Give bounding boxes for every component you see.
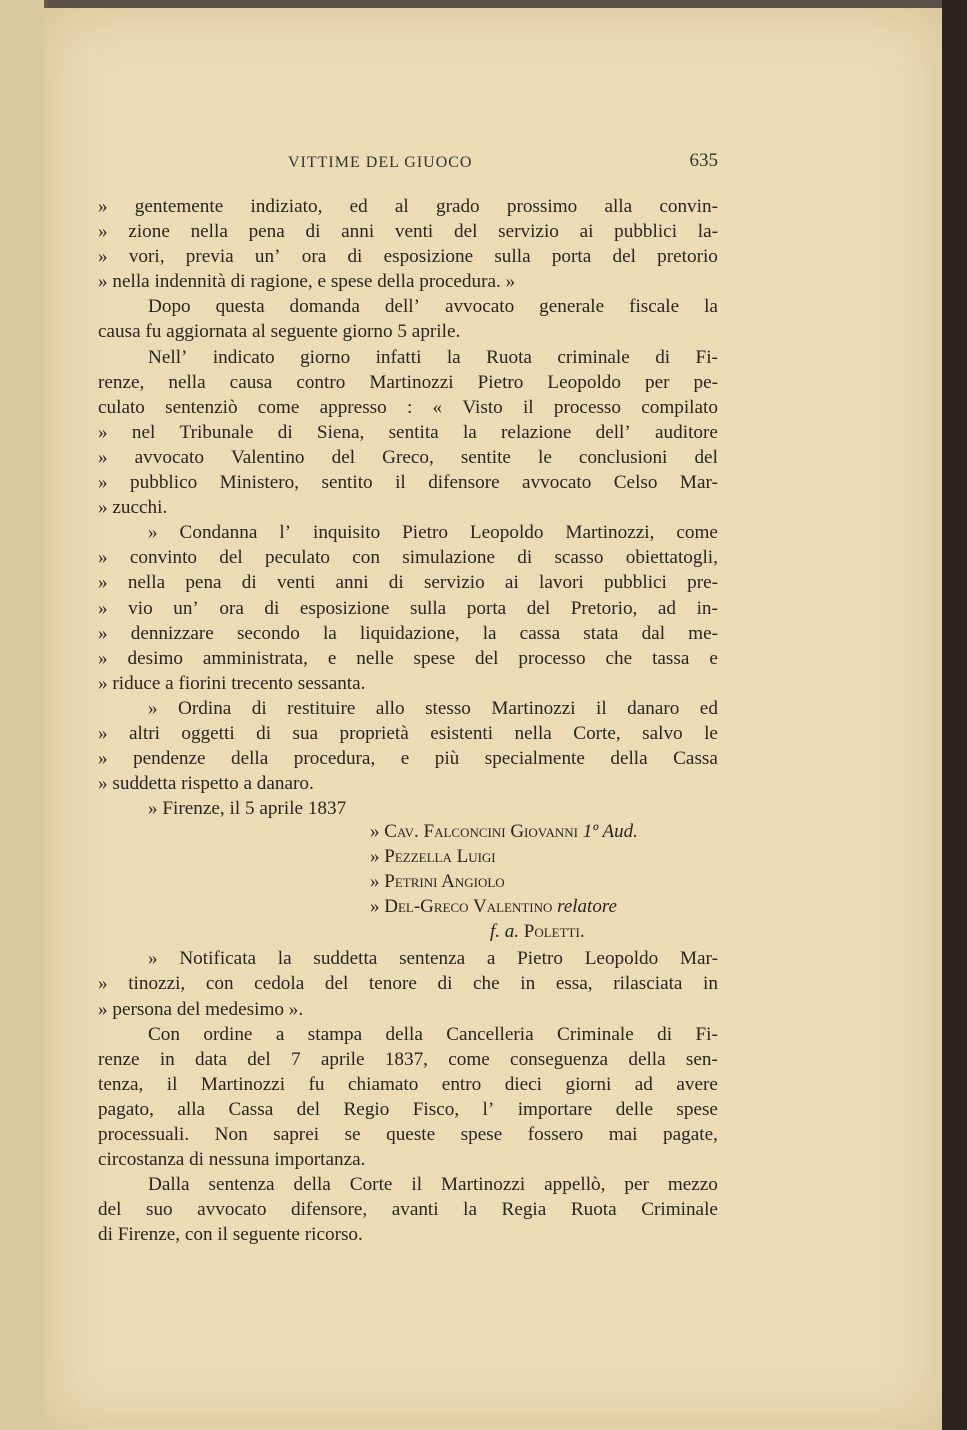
text-line: » persona del medesimo ».	[98, 998, 304, 1020]
text-line: » altri oggetti di sua proprietà esistenti nella Corte, salvo le	[98, 722, 718, 744]
text-line: Dalla sentenza della Corte il Martinozzi appellò, per mezzo	[148, 1174, 718, 1196]
signature-name: » Cav. Falconcini Giovanni	[370, 821, 578, 843]
text-line: » convinto del peculato con simulazione di scasso obiettatogli,	[98, 547, 718, 569]
text-line: Nell’ indicato giorno infatti la Ruota criminale di Fi-	[148, 346, 718, 368]
signature-block	[98, 821, 718, 946]
text-line: » riduce a fiorini trecento sessanta.	[98, 672, 366, 694]
text-line: » desimo amministrata, e nelle spese del processo che tassa e	[98, 647, 718, 669]
text-line: » Notificata la suddetta sentenza a Pietro Leopoldo Mar-	[148, 948, 718, 970]
text-line: » suddetta rispetto a danaro.	[98, 773, 314, 795]
text-line: » vio un’ ora di esposizione sulla porta del Pretorio, ad in-	[98, 597, 718, 619]
text-line: » tinozzi, con cedola del tenore di che in essa, rilasciata in	[98, 973, 718, 995]
page-number: 635	[689, 150, 718, 171]
text-line: tenza, il Martinozzi fu chiamato entro dieci giorni ad avere	[98, 1073, 718, 1095]
signature-prefix: f. a.	[490, 921, 524, 943]
text-line: » Condanna l’ inquisito Pietro Leopoldo Martinozzi, come	[148, 522, 718, 544]
text-line: » dennizzare secondo la liquidazione, la cassa stata dal me-	[98, 622, 718, 644]
signature-name: » Pezzella Luigi	[370, 846, 496, 868]
scan-background-edge	[942, 0, 967, 1430]
text-line: » pubblico Ministero, sentito il difensore avvocato Celso Mar-	[98, 472, 718, 494]
text-line: » nel Tribunale di Siena, sentita la relazione dell’ auditore	[98, 421, 718, 443]
text-line: renze, nella causa contro Martinozzi Pietro Leopoldo per pe-	[98, 371, 718, 393]
text-line: processuali. Non saprei se queste spese fossero mai pagate,	[98, 1124, 718, 1145]
text-line: » pendenze della procedura, e più specialmente della Cassa	[98, 748, 718, 770]
text-line: di Firenze, con il seguente ricorso.	[98, 1224, 363, 1246]
text-line: Dopo questa domanda dell’ avvocato generale fiscale la	[148, 296, 718, 318]
signature-line	[370, 896, 617, 918]
signature-line	[490, 921, 585, 943]
text-line: » avvocato Valentino del Greco, sentite le conclusioni del	[98, 446, 718, 468]
text-line: circostanza di nessuna importanza.	[98, 1149, 366, 1171]
text-line: » nella indennità di ragione, e spese della procedura. »	[98, 271, 516, 293]
text-line: » Ordina di restituire allo stesso Martinozzi il danaro ed	[148, 697, 718, 719]
body-text	[98, 194, 718, 1247]
text-line: » gentemente indiziato, ed al grado prossimo alla convin-	[98, 196, 718, 217]
signature-role: 1º Aud.	[577, 821, 638, 843]
paragraphs-after-signatures	[98, 946, 718, 1247]
text-line: culato sentenziò come appresso : « Visto il processo compilato	[98, 396, 718, 418]
text-line: del suo avvocato difensore, avanti la Regia Ruota Criminale	[98, 1199, 718, 1221]
text-line: » zucchi.	[98, 497, 168, 519]
text-line: causa fu aggiornata al seguente giorno 5 aprile.	[98, 321, 461, 343]
text-line: Con ordine a stampa della Cancelleria Criminale di Fi-	[148, 1023, 718, 1045]
running-title: VITTIME DEL GIUOCO	[288, 154, 473, 171]
signature-line	[370, 846, 496, 868]
text-line: » zione nella pena di anni venti del servizio ai pubblici la-	[98, 221, 718, 243]
facing-page-edge	[0, 0, 47, 1430]
text-line: pagato, alla Cassa del Regio Fisco, l’ importare delle spese	[98, 1098, 718, 1120]
paragraphs-before-signatures	[98, 194, 718, 821]
signature-name: » Del-Greco Valentino	[370, 896, 553, 918]
signature-name: Poletti.	[523, 921, 585, 943]
signature-name: » Petrini Angiolo	[370, 871, 505, 893]
text-line: » Firenze, il 5 aprile 1837	[148, 798, 347, 820]
signature-line	[370, 871, 505, 893]
text-line: renze in data del 7 aprile 1837, come conseguenza della sen-	[98, 1048, 718, 1070]
page-header	[98, 150, 718, 180]
signature-line	[370, 821, 638, 843]
text-line: » vori, previa un’ ora di esposizione sulla porta del pretorio	[98, 246, 718, 268]
signature-role: relatore	[552, 896, 617, 918]
text-line: » nella pena di venti anni di servizio ai lavori pubblici pre-	[98, 572, 718, 594]
